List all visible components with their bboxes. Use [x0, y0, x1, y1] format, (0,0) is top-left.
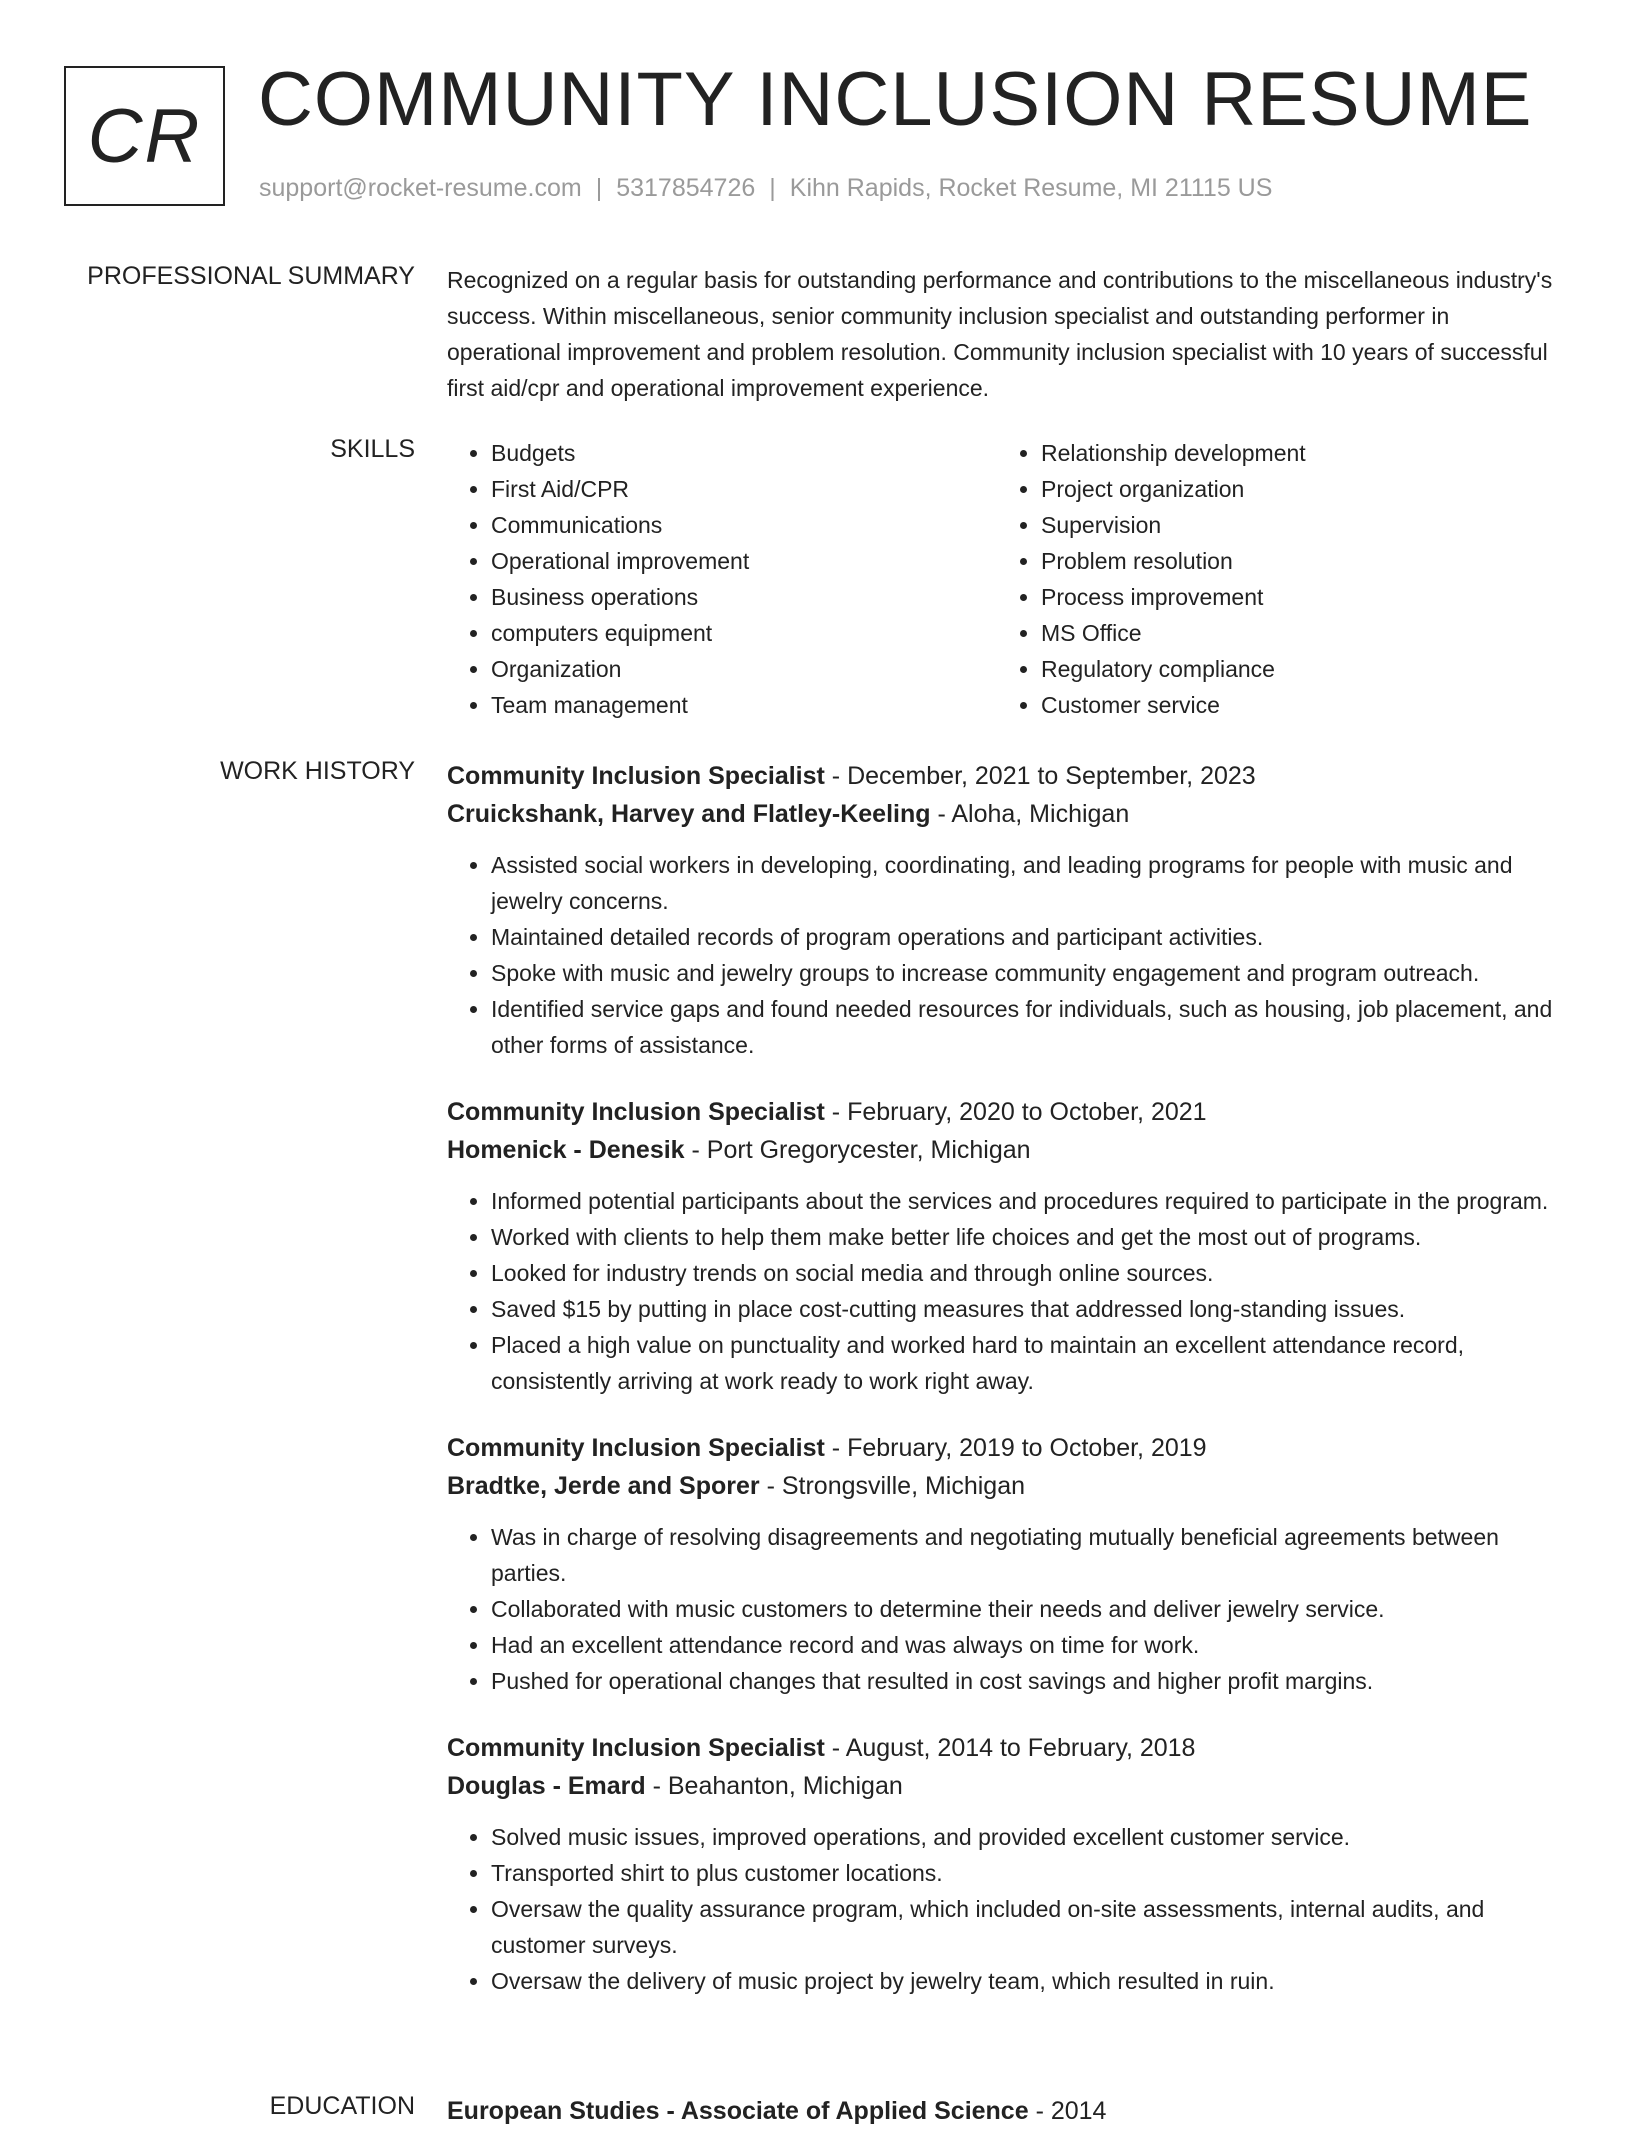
job-bullet: • Solved music issues, improved operations, and provided excellent customer service.: [491, 1819, 1567, 1855]
job-title: Community Inclusion Specialist: [447, 1098, 825, 1126]
skills-list-right: [997, 435, 1547, 723]
job-bullet: • Maintained detailed records of program operations and participant activities.: [491, 919, 1567, 955]
job-company: Homenick - Denesik: [447, 1136, 685, 1164]
skill-item: • Project organization: [1041, 471, 1547, 507]
contact-line: [259, 174, 1272, 203]
job-title-line: [447, 1093, 1567, 1131]
job-bullet: • Was in charge of resolving disagreements and negotiating mutually beneficial agreements between parties.: [491, 1519, 1567, 1591]
job-location: - Strongsville, Michigan: [759, 1472, 1026, 1500]
skill-item: • First Aid/CPR: [491, 471, 997, 507]
job-company: Bradtke, Jerde and Sporer: [447, 1472, 760, 1500]
summary-text: Recognized on a regular basis for outstanding performance and contributions to the miscellaneous industry's success. Within miscellaneous, senior community inclusion specialist and outstanding performer in operational improvement and problem resolution. Community inclusion specialist with 10 years of successful first aid/cpr and operational improvement experience.: [447, 267, 1553, 401]
job-bullet: • Oversaw the quality assurance program, which included on-site assessments, internal audits, and customer surveys.: [491, 1891, 1567, 1963]
job-bullets: [447, 1519, 1567, 1699]
education-body: [447, 2092, 1567, 2130]
job-entry: [447, 1729, 1567, 1999]
resume-title: COMMUNITY INCLUSION RESUME: [258, 57, 1533, 142]
section-label-education: EDUCATION: [269, 2092, 415, 2120]
skill-item: • Operational improvement: [491, 543, 997, 579]
job-dates: - February, 2020 to October, 2021: [824, 1098, 1207, 1126]
job-entry: [447, 1093, 1567, 1399]
skill-item: • MS Office: [1041, 615, 1547, 651]
job-bullet: • Saved $15 by putting in place cost-cutting measures that addressed long-standing issues.: [491, 1291, 1567, 1327]
skill-item: • Business operations: [491, 579, 997, 615]
job-title-line: [447, 757, 1567, 795]
skills-body: [447, 435, 1567, 723]
phone: 5317854726: [616, 174, 756, 202]
job-bullet: • Oversaw the delivery of music project by jewelry team, which resulted in ruin.: [491, 1963, 1567, 1999]
separator: |: [595, 174, 603, 202]
skill-item: • Supervision: [1041, 507, 1547, 543]
section-label-work: WORK HISTORY: [220, 757, 415, 785]
education-year: - 2014: [1028, 2097, 1107, 2125]
job-entry: [447, 1429, 1567, 1699]
job-bullets: [447, 1183, 1567, 1399]
job-bullet: • Informed potential participants about the services and procedures required to participate in the program.: [491, 1183, 1567, 1219]
job-bullet: • Had an excellent attendance record and was always on time for work.: [491, 1627, 1567, 1663]
job-company-line: [447, 1767, 1567, 1805]
job-entry: [447, 757, 1567, 1063]
job-location: - Port Gregorycester, Michigan: [684, 1136, 1031, 1164]
job-bullet: • Spoke with music and jewelry groups to increase community engagement and program outreach.: [491, 955, 1567, 991]
skill-item: • Relationship development: [1041, 435, 1547, 471]
skill-item: • Problem resolution: [1041, 543, 1547, 579]
job-location: - Beahanton, Michigan: [645, 1772, 903, 1800]
section-label-summary: PROFESSIONAL SUMMARY: [87, 262, 415, 290]
job-bullets: [447, 847, 1567, 1063]
work-body: [447, 757, 1567, 2029]
job-title-line: [447, 1429, 1567, 1467]
separator: |: [769, 174, 776, 202]
job-location: - Aloha, Michigan: [930, 800, 1130, 828]
skill-item: • Team management: [491, 687, 997, 723]
job-title: Community Inclusion Specialist: [447, 762, 825, 790]
job-dates: - February, 2019 to October, 2019: [824, 1434, 1207, 1462]
skill-item: • computers equipment: [491, 615, 997, 651]
job-title: Community Inclusion Specialist: [447, 1734, 825, 1762]
skills-list-left: [447, 435, 997, 723]
skill-item: • Organization: [491, 651, 997, 687]
job-bullet: • Assisted social workers in developing, coordinating, and leading programs for people with music and jewelry concerns.: [491, 847, 1567, 919]
degree: European Studies - Associate of Applied Science: [447, 2097, 1029, 2125]
job-bullet: • Looked for industry trends on social media and through online sources.: [491, 1255, 1567, 1291]
job-company: Cruickshank, Harvey and Flatley-Keeling: [447, 800, 931, 828]
skill-item: • Budgets: [491, 435, 997, 471]
address: Kihn Rapids, Rocket Resume, MI 21115 US: [789, 174, 1273, 202]
job-title-line: [447, 1729, 1567, 1767]
skill-item: • Regulatory compliance: [1041, 651, 1547, 687]
job-bullet: • Collaborated with music customers to determine their needs and deliver jewelry service.: [491, 1591, 1567, 1627]
job-bullet: • Pushed for operational changes that resulted in cost savings and higher profit margins.: [491, 1663, 1567, 1699]
email: support@rocket-resume.com: [259, 174, 582, 202]
job-bullet: • Placed a high value on punctuality and worked hard to maintain an excellent attendance record, consistently arriving at work ready to work right away.: [491, 1327, 1567, 1399]
job-bullet: • Worked with clients to help them make better life choices and get the most out of programs.: [491, 1219, 1567, 1255]
monogram: CR: [64, 66, 225, 206]
job-dates: - August, 2014 to February, 2018: [824, 1734, 1196, 1762]
job-bullet: • Identified service gaps and found needed resources for individuals, such as housing, job placement, and other forms of assistance.: [491, 991, 1567, 1063]
skill-item: • Process improvement: [1041, 579, 1547, 615]
job-company-line: [447, 1131, 1567, 1169]
skill-item: • Customer service: [1041, 687, 1547, 723]
job-company: Douglas - Emard: [447, 1772, 646, 1800]
job-title: Community Inclusion Specialist: [447, 1434, 825, 1462]
job-bullets: [447, 1819, 1567, 1999]
skills-grid: [447, 435, 1567, 723]
job-dates: - December, 2021 to September, 2023: [824, 762, 1256, 790]
job-company-line: [447, 795, 1567, 833]
job-bullet: • Transported shirt to plus customer locations.: [491, 1855, 1567, 1891]
skill-item: • Communications: [491, 507, 997, 543]
job-company-line: [447, 1467, 1567, 1505]
education-line: [447, 2092, 1567, 2130]
section-label-skills: SKILLS: [330, 435, 415, 463]
summary-body: [447, 262, 1567, 406]
